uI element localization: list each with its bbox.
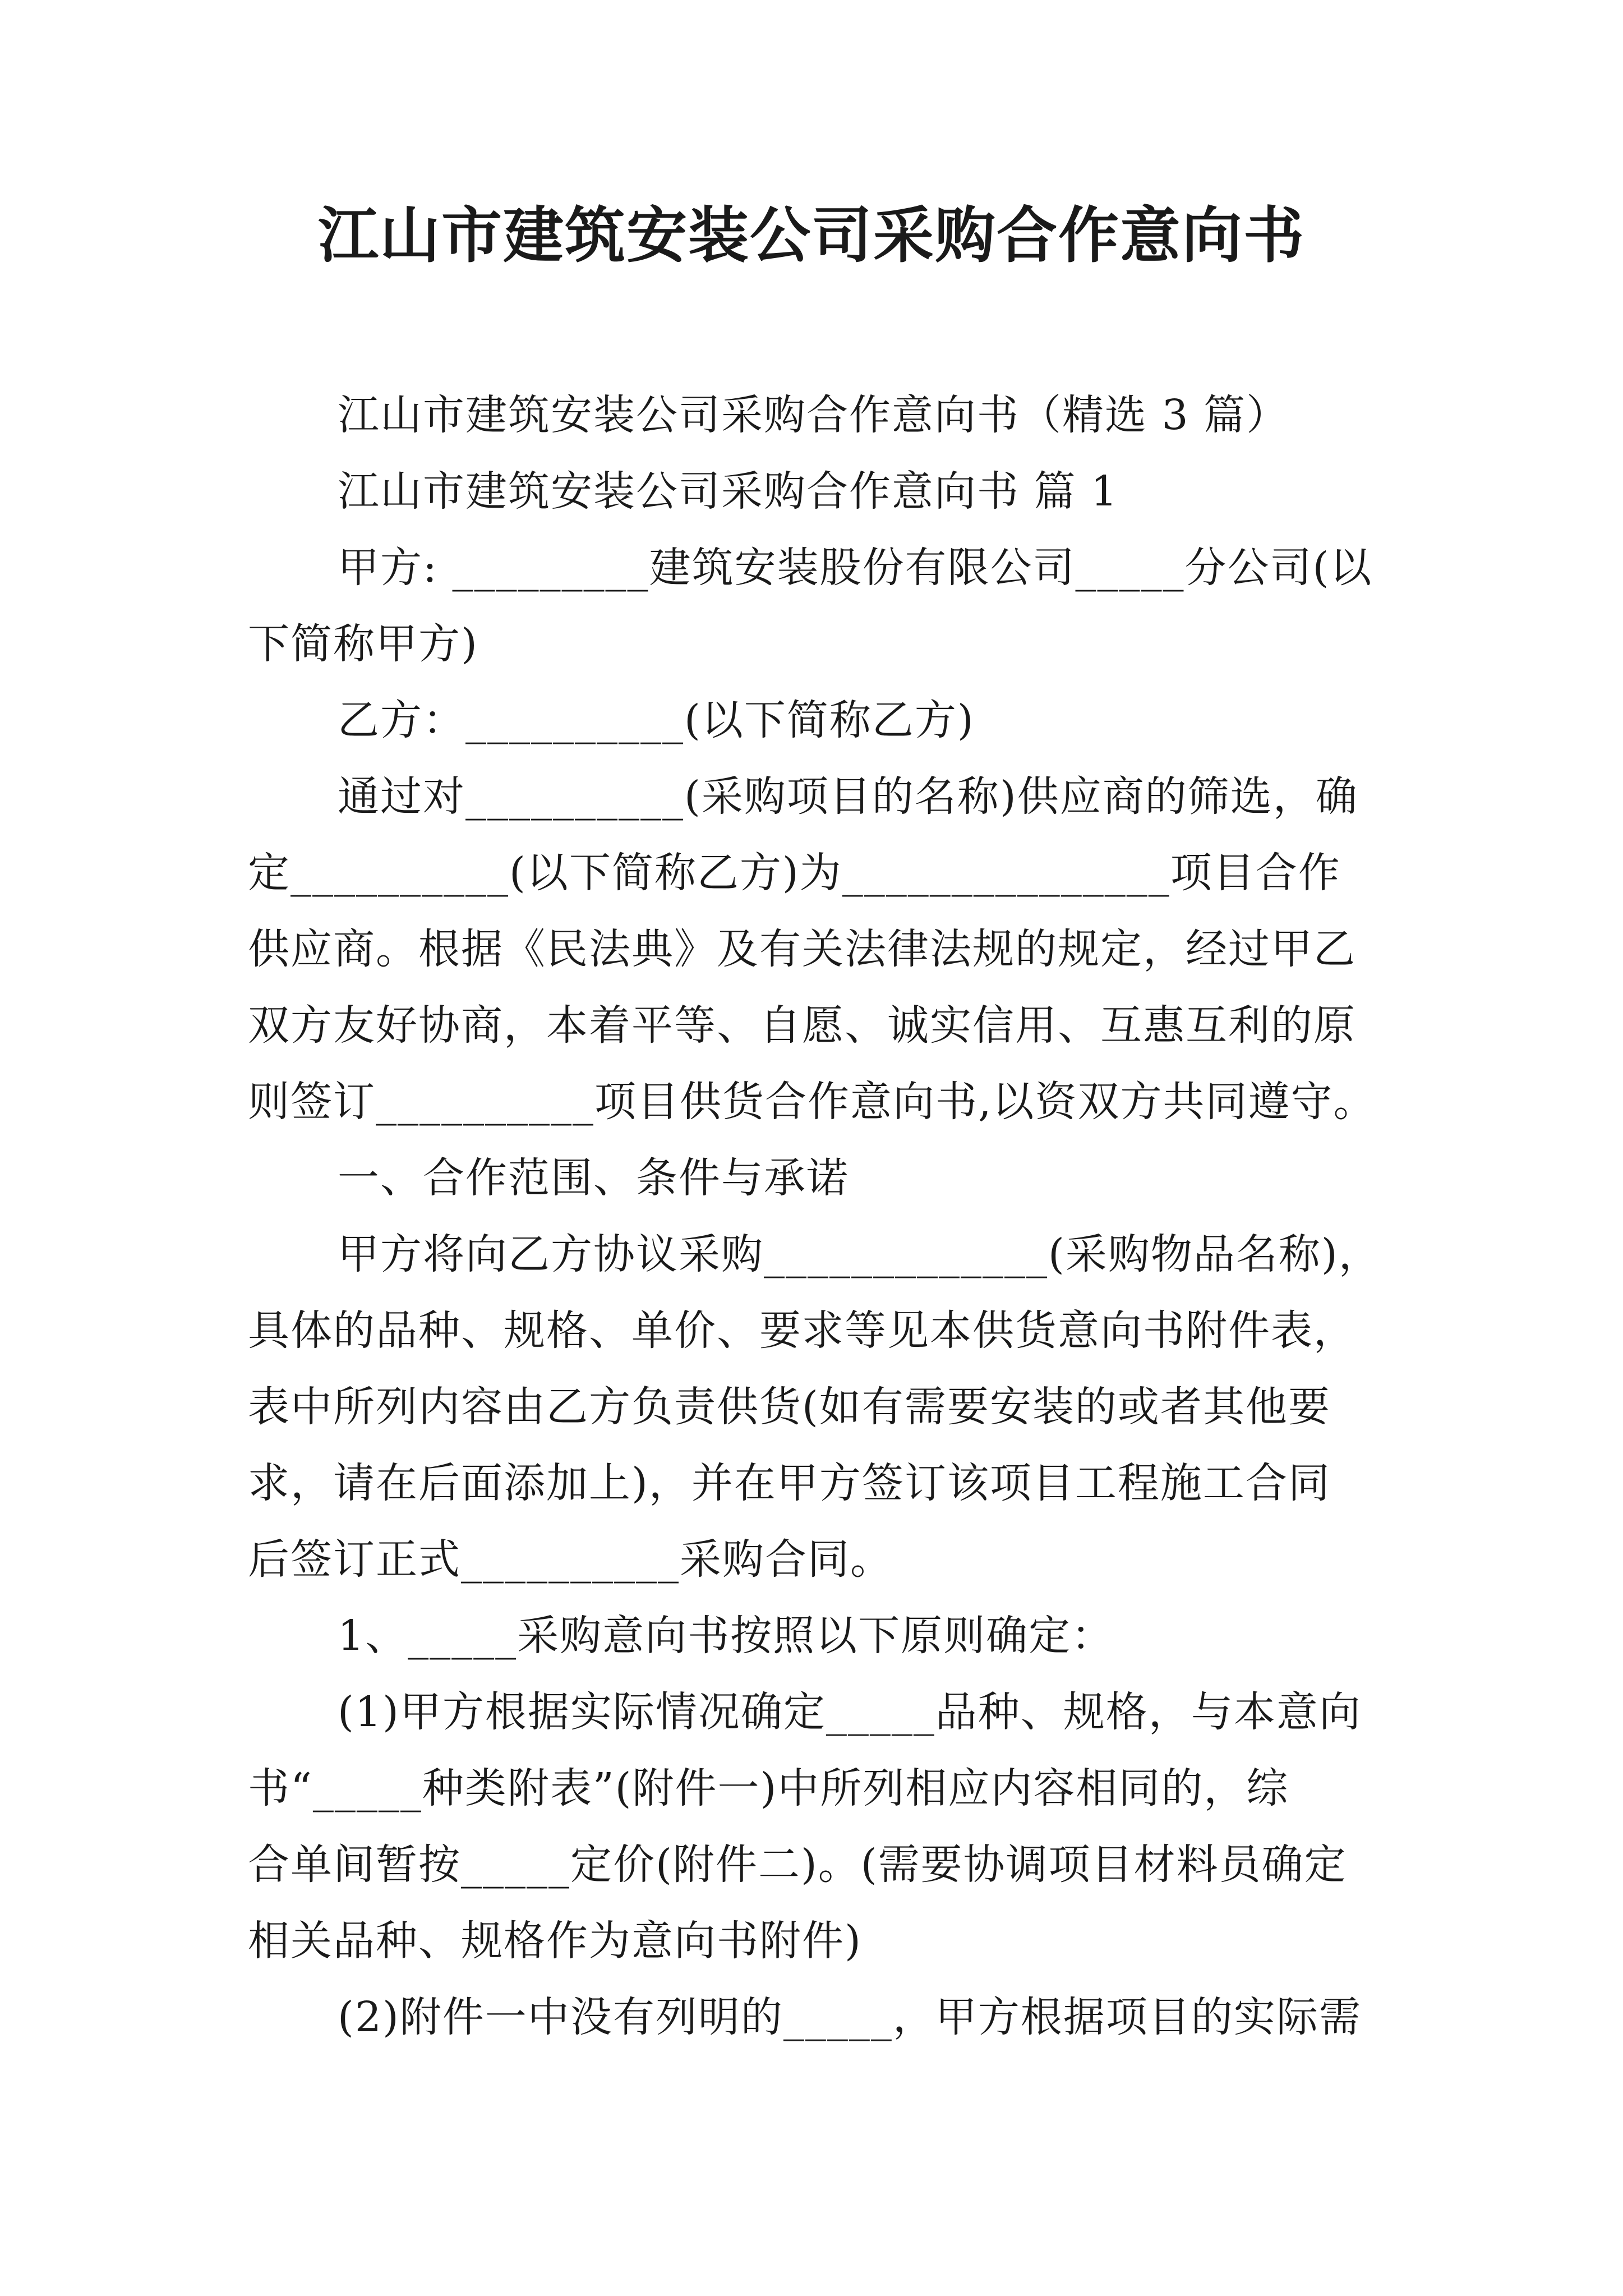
subtitle-line: 江山市建筑安装公司采购合作意向书（精选 3 篇） — [338, 391, 1289, 439]
paragraph-line: 具体的品种、规格、单价、要求等见本供货意向书附件表， — [248, 1306, 1356, 1355]
paragraph-line: (1)甲方根据实际情况确定_____品种、规格，与本意向 — [338, 1688, 1362, 1736]
paragraph-line: 后签订正式__________采购合同。 — [248, 1535, 893, 1584]
paragraph-line: 合单间暂按_____定价(附件二)。(需要协调项目材料员确定 — [248, 1841, 1347, 1889]
paragraph-line: (2)附件一中没有列明的_____，甲方根据项目的实际需 — [338, 1993, 1362, 2041]
paragraph-line: 相关品种、规格作为意向书附件) — [248, 1917, 862, 1965]
paragraph-line: 则签订__________项目供货合作意向书,以资双方共同遵守。 — [248, 1078, 1376, 1126]
paragraph-line: 双方友好协商，本着平等、自愿、诚实信用、互惠互利的原 — [248, 1001, 1356, 1050]
paragraph-line: 求，请在后面添加上)，并在甲方签订该项目工程施工合同 — [248, 1459, 1331, 1507]
paragraph-line: 书“_____种类附表”(附件一)中所列相应内容相同的，综 — [248, 1764, 1289, 1812]
document-title: 江山市建筑安装公司采购合作意向书 — [317, 200, 1305, 271]
paragraph-line: 表中所列内容由乙方负责供货(如有需要安装的或者其他要 — [248, 1383, 1331, 1431]
paragraph-line: 甲方将向乙方协议采购_____________(采购物品名称)， — [338, 1230, 1381, 1278]
paragraph-line: 下简称甲方) — [248, 620, 478, 668]
paragraph-line: 定__________(以下简称乙方)为_______________项目合作 — [248, 849, 1341, 897]
section-heading-line: 江山市建筑安装公司采购合作意向书 篇 1 — [338, 467, 1119, 516]
paragraph-line: 供应商。根据《民法典》及有关法律法规的规定，经过甲乙 — [248, 925, 1356, 973]
section-heading-line: 一、合作范围、条件与承诺 — [338, 1154, 849, 1202]
party-b-line: 乙方：__________(以下简称乙方) — [338, 696, 975, 744]
list-item-line: 1、_____采购意向书按照以下原则确定： — [338, 1612, 1114, 1660]
party-a-line: 甲方: _________建筑安装股份有限公司_____分公司(以 — [338, 544, 1373, 592]
paragraph-line: 通过对__________(采购项目的名称)供应商的筛选，确 — [338, 772, 1358, 821]
